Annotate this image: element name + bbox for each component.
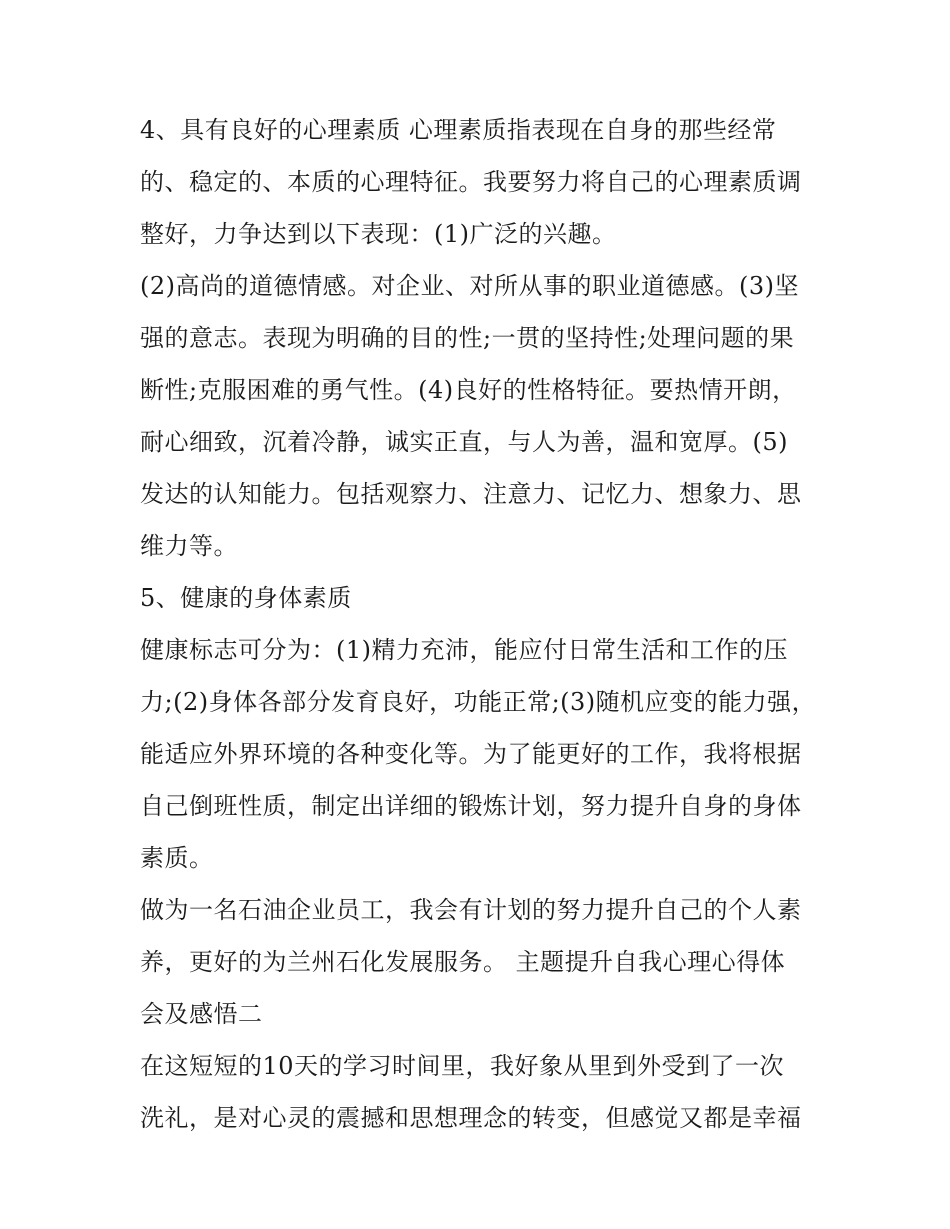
text-line: 洗礼，是对心灵的震撼和思想理念的转变，但感觉又都是幸福 [140,1104,802,1132]
text-line: 做为一名石油企业员工，我会有计划的努力提升自己的个人素 [140,896,802,924]
text-line: 健康标志可分为：(1)精力充沛，能应付日常生活和工作的压 [140,636,788,664]
text-line: 整好，力争达到以下表现：(1)广泛的兴趣。 [140,220,617,248]
text-line: 力;(2)身体各部分发育良好，功能正常;(3)随机应变的能力强， [140,688,817,716]
text-line: 断性;克服困难的勇气性。(4)良好的性格特征。要热情开朗， [140,376,797,404]
document-body [140,104,820,1144]
text-line: 素质。 [140,844,214,872]
text-line: (2)高尚的道德情感。对企业、对所从事的职业道德感。(3)坚 [140,272,799,300]
section-heading: 5、健康的身体素质 [140,584,352,612]
text-line: 能适应外界环境的各种变化等。为了能更好的工作，我将根据 [140,740,802,768]
text-line: 会及感悟二 [140,1000,263,1028]
text-line: 自己倒班性质，制定出详细的锻炼计划，努力提升自身的身体 [140,792,802,820]
text-line: 在这短短的10天的学习时间里，我好象从里到外受到了一次 [140,1052,785,1080]
text-line: 4、具有良好的心理素质 心理素质指表现在自身的那些经常 [140,116,777,144]
text-line: 的、稳定的、本质的心理特征。我要努力将自己的心理素质调 [140,168,802,196]
text-line: 养，更好的为兰州石化发展服务。 主题提升自我心理心得体 [140,948,786,976]
text-line: 耐心细致，沉着冷静，诚实正直，与人为善，温和宽厚。(5) [140,428,788,456]
text-line: 强的意志。表现为明确的目的性;一贯的坚持性;处理问题的果 [140,324,795,352]
text-line: 发达的认知能力。包括观察力、注意力、记忆力、想象力、思 [140,480,802,508]
text-line: 维力等。 [140,532,238,560]
